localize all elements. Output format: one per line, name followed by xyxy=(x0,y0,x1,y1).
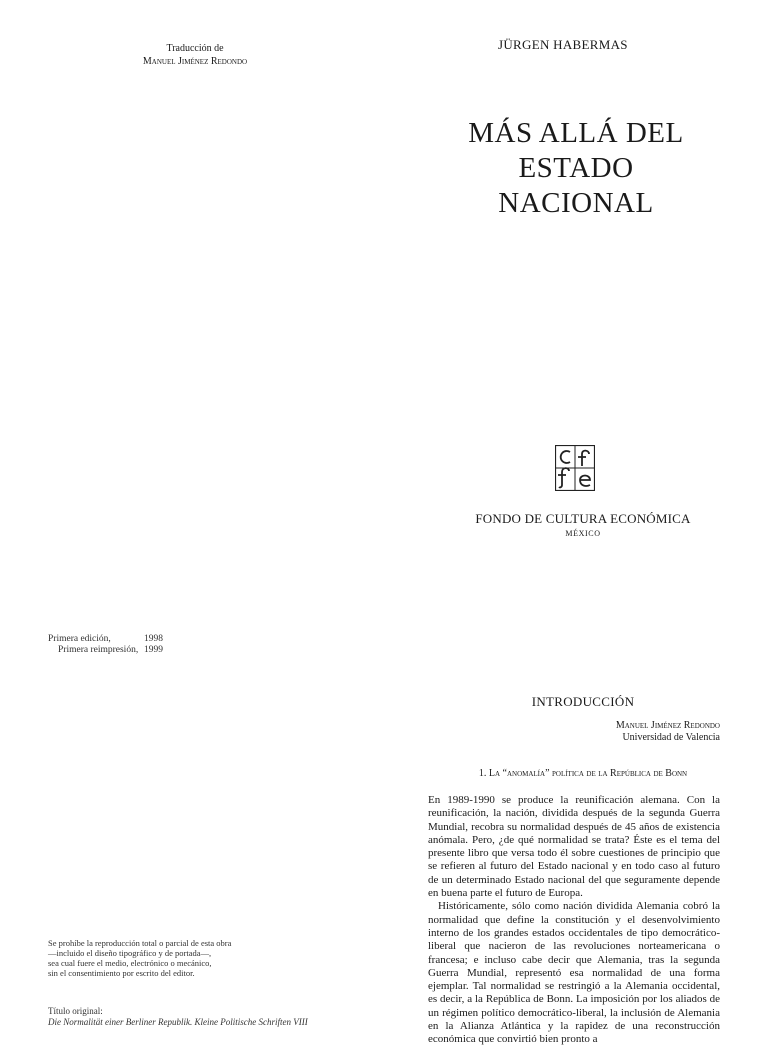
section-heading: 1. La “anomalía” política de la República de Bonn xyxy=(478,768,688,779)
body-text xyxy=(428,794,720,1047)
original-title-label: Título original: xyxy=(48,1006,103,1016)
original-title: Die Normalität einer Berliner Republik. Kleine Politische Schriften VIII xyxy=(48,1016,308,1027)
publisher-name: FONDO DE CULTURA ECONÓMICA xyxy=(475,511,691,526)
book-title xyxy=(438,116,714,221)
book-title-line: ESTADO NACIONAL xyxy=(498,152,654,219)
legal-line: Se prohíbe la reproducción total o parcial de esta obra xyxy=(48,938,232,948)
byline-name: Manuel Jiménez Redondo xyxy=(615,720,720,731)
translation-label: Traducción de xyxy=(166,43,224,54)
edition-row xyxy=(48,645,228,656)
translation-credit xyxy=(100,42,290,68)
legal-notice xyxy=(48,938,288,978)
legal-line: —incluido el diseño tipográfico y de portada—, xyxy=(48,948,212,958)
edition-label: Primera reimpresión, xyxy=(58,645,139,655)
legal-line: sin el consentimiento por escrito del editor. xyxy=(48,968,195,978)
book-title-line: MÁS ALLÁ DEL xyxy=(468,117,684,149)
publisher-logo-icon xyxy=(555,445,595,491)
legal-line: sea cual fuere el medio, electrónico o mecánico, xyxy=(48,958,212,968)
publisher-country: MÉXICO xyxy=(565,529,601,538)
edition-row xyxy=(48,634,228,645)
edition-label: Primera edición, xyxy=(48,634,111,644)
introduction-heading: INTRODUCCIÓN xyxy=(531,694,635,709)
edition-year: 1999 xyxy=(144,645,163,655)
edition-year: 1998 xyxy=(144,634,163,644)
byline-affiliation: Universidad de Valencia xyxy=(622,732,720,743)
paragraph: Históricamente, sólo como nación dividida Alemania cobró la normalidad que define la constitución y el desenvolvimiento interno de los grandes estados occidentales de tipo democrático-liberal que nacieron de las revoluciones norteamericana o francesa; e incluso cabe decir que Alemania, tras la segunda Guerra Mundial, representó esa normalidad de una forma ejemplar. Tal normalidad se restringió a la Alemania occidental, es decir, a la República de Bonn. La imposición por los aliados de un régimen político democrático-liberal, la inclusión de Alemania en la Alianza Atlántica y la rapidez de una reconstrucción económica que convirtió bien pronto a xyxy=(428,900,720,1046)
translator-name: Manuel Jiménez Redondo xyxy=(142,56,248,67)
introduction-byline xyxy=(560,720,720,744)
paragraph: En 1989-1990 se produce la reunificación alemana. Con la reunificación, la nación, dividida después de la segunda Guerra Mundial, recobra su normalidad después de 45 años de existencia anómala. Pero, ¿de qué normalidad se trata? Éste es el tema del presente libro que versa todo él sobre cuestiones de principio que se refieren al futuro del Estado nacional y en todo caso al futuro de un determinado Estado nacional del que seguramente depende en buena parte el futuro de Europa. xyxy=(428,794,720,900)
author-name: JÜRGEN HABERMAS xyxy=(498,37,628,52)
edition-info xyxy=(48,634,228,656)
